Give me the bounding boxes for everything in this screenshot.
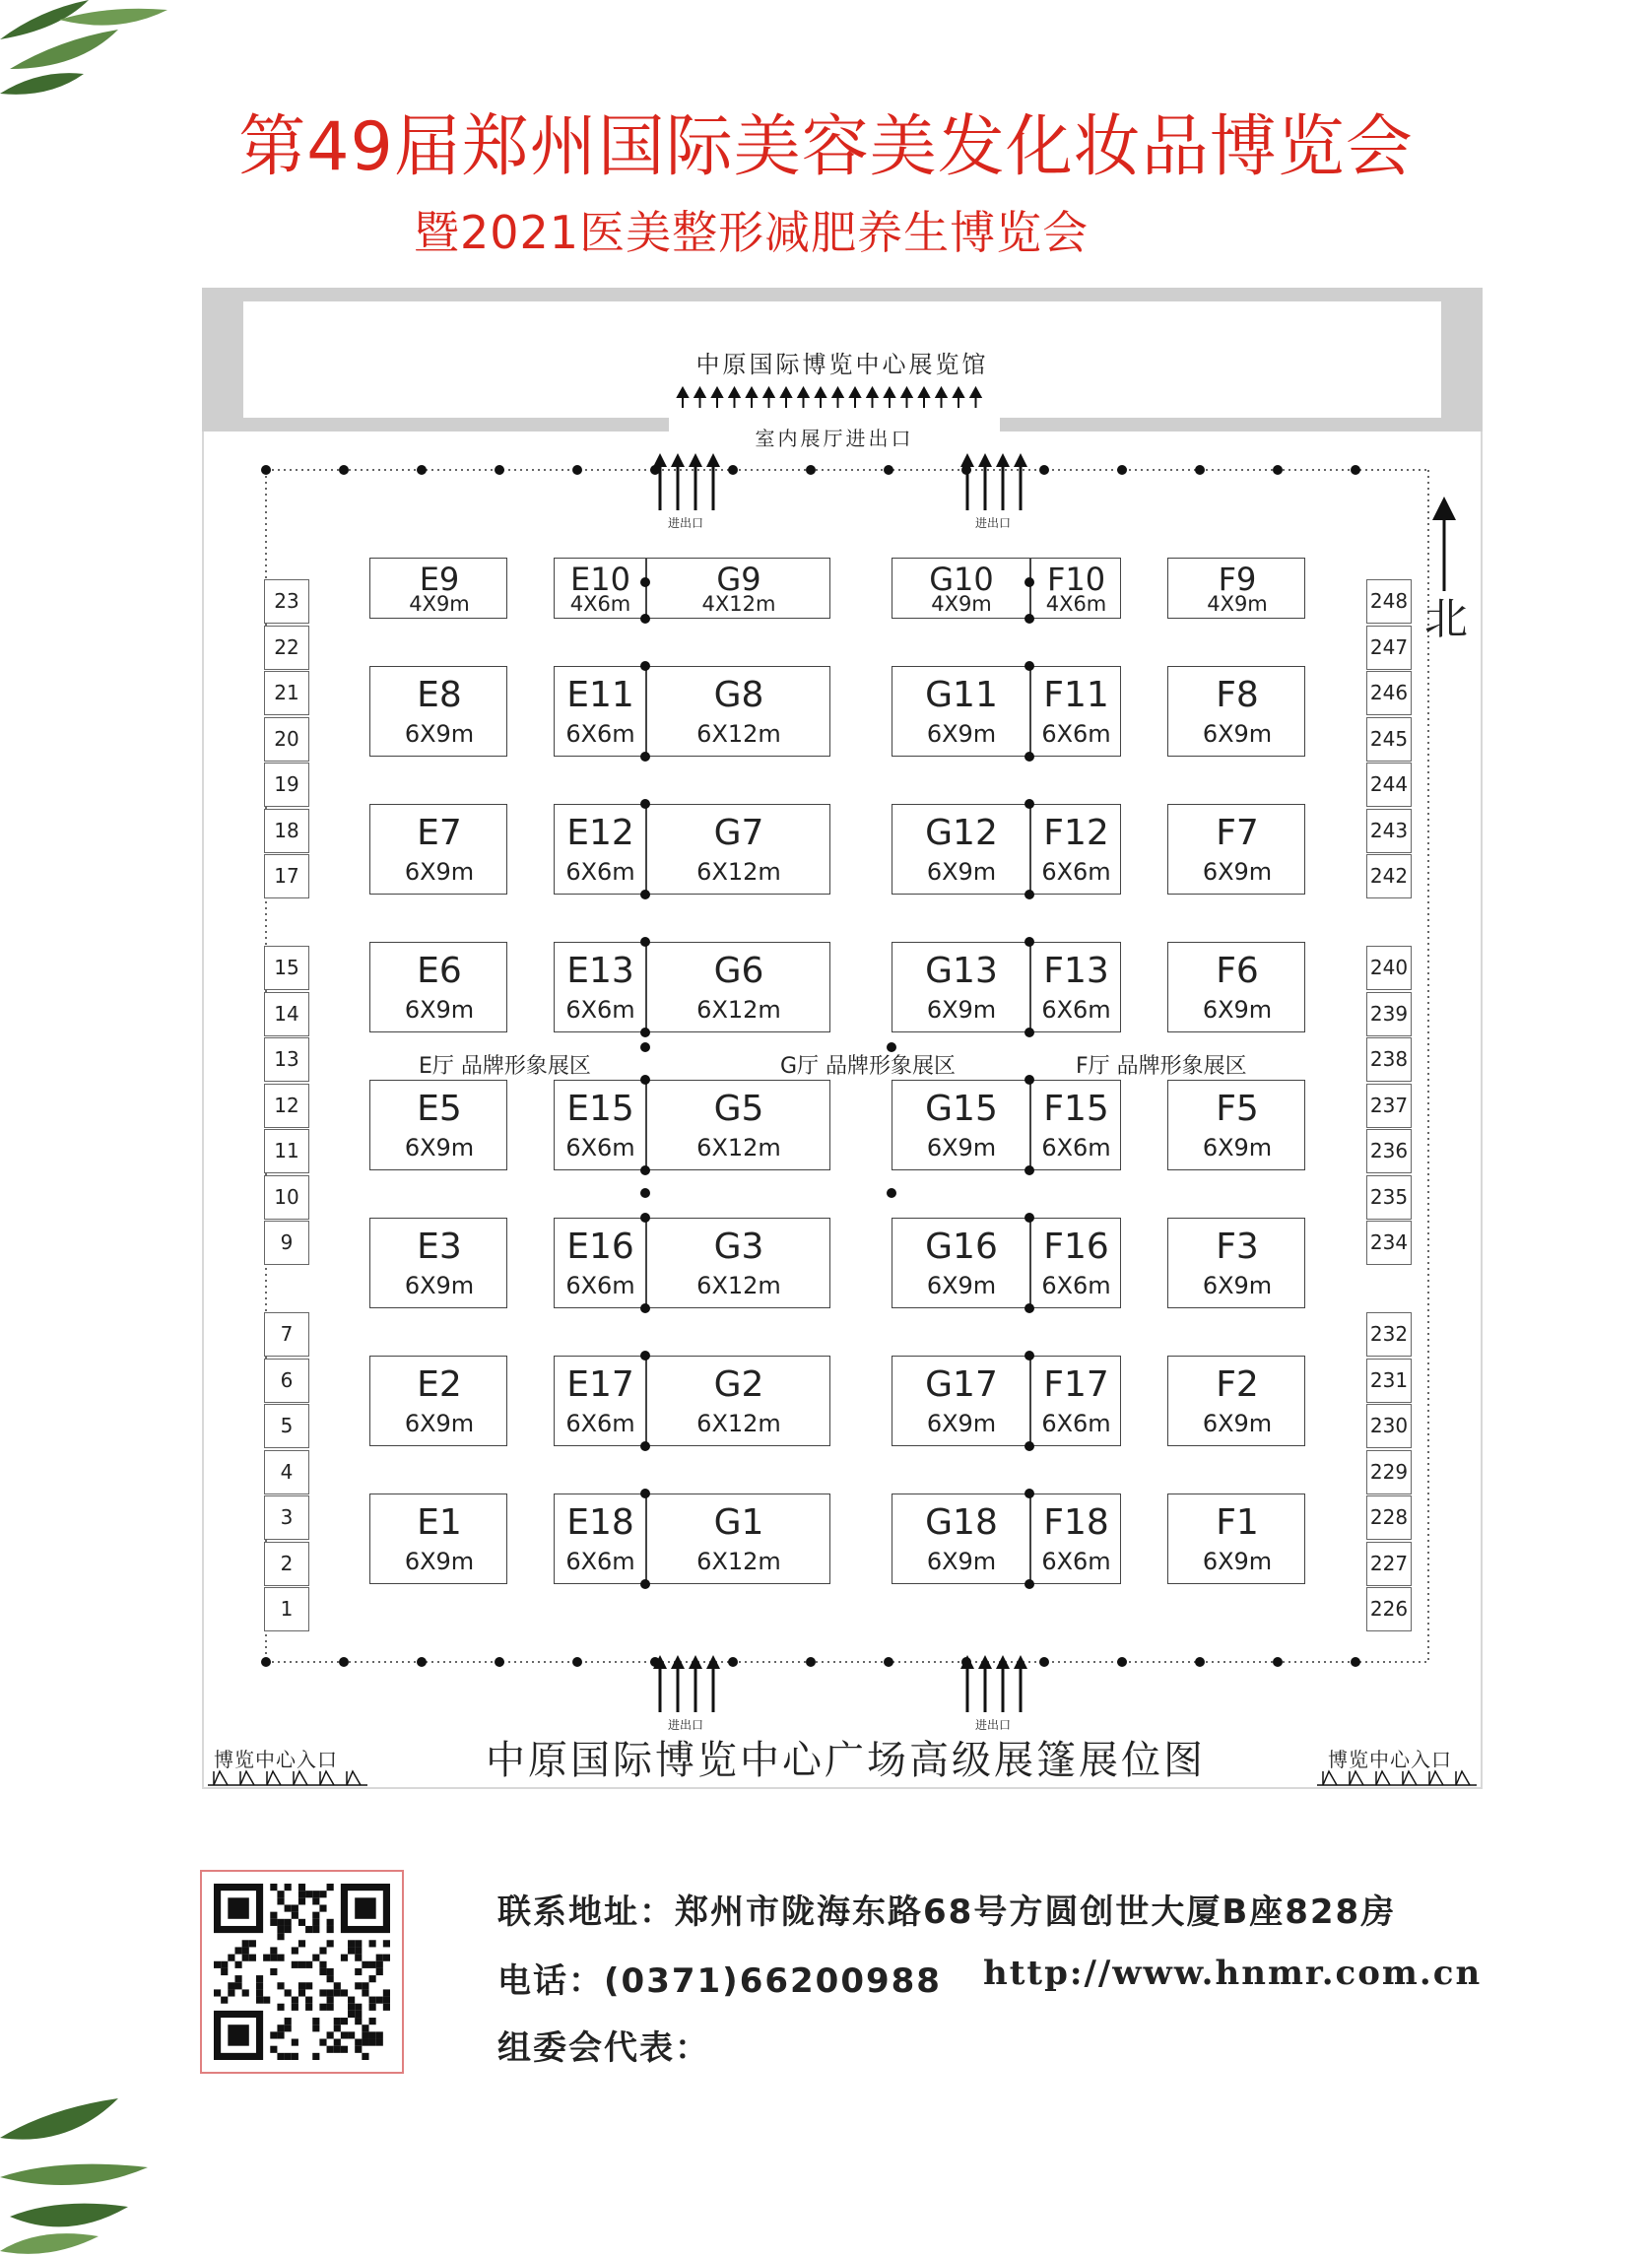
booth-code: E18 (566, 1502, 634, 1543)
booth-f5[interactable] (1168, 1081, 1306, 1169)
booth-post (640, 661, 650, 671)
booth-size: 6X9m (404, 996, 475, 1024)
gate-arrows-icon (956, 1655, 1034, 1714)
booth-f12[interactable] (1030, 805, 1122, 894)
booth-size: 6X6m (1041, 720, 1111, 748)
booth-size: 6X6m (565, 1548, 635, 1575)
booth-post (640, 799, 650, 809)
booth-e18[interactable] (555, 1494, 646, 1583)
qr-code[interactable] (200, 1870, 404, 2074)
booth-group (1167, 1218, 1305, 1308)
booth-code: F9 (1218, 561, 1257, 598)
plan-title: 中原国际博览中心广场高级展篷展位图 (486, 1738, 1206, 1783)
booth-group (892, 1494, 1121, 1584)
booth-post (1024, 1303, 1034, 1313)
stall-number[interactable]: 21 (264, 671, 309, 715)
booth-group (369, 558, 507, 619)
booth-code: G5 (713, 1089, 764, 1129)
stall-number[interactable]: 13 (264, 1037, 309, 1082)
stall-number[interactable]: 18 (264, 809, 309, 853)
booth-group (1167, 558, 1305, 619)
booth-code: G12 (925, 813, 998, 853)
booth-code: F1 (1216, 1502, 1259, 1543)
booth-group (369, 1356, 507, 1446)
booth-size: 6X12m (696, 858, 781, 886)
booth-size: 6X9m (404, 1548, 475, 1575)
booth-size: 4X6m (1045, 592, 1107, 616)
booth-post (640, 1441, 650, 1451)
booth-g8[interactable] (646, 667, 831, 756)
booth-e3[interactable] (370, 1219, 508, 1307)
stall-number[interactable]: 20 (264, 717, 309, 762)
booth-code: G15 (925, 1089, 998, 1129)
booth-code: G7 (713, 813, 764, 853)
booth-size: 4X9m (409, 592, 470, 616)
booth-post (640, 614, 650, 624)
stall-number[interactable]: 5 (264, 1404, 309, 1448)
page-subtitle: 暨2021医美整形减肥养生博览会 (414, 206, 1090, 259)
booth-code: G17 (925, 1364, 998, 1405)
booth-post (640, 1303, 650, 1313)
booth-code: F2 (1216, 1364, 1259, 1405)
stall-number[interactable]: 240 (1366, 946, 1412, 990)
booth-code: E7 (417, 813, 462, 853)
booth-code: E1 (417, 1502, 462, 1543)
stall-number[interactable]: 9 (264, 1221, 309, 1265)
booth-code: E15 (566, 1089, 634, 1129)
booth-group (369, 1494, 507, 1584)
booth-e7[interactable] (370, 805, 508, 894)
entrance-right-label: 博览中心入口 (1328, 1748, 1452, 1771)
booth-post (1024, 937, 1034, 947)
booth-code: E9 (419, 561, 460, 598)
stall-number[interactable]: 231 (1366, 1359, 1412, 1403)
booth-group (554, 666, 830, 757)
booth-e8[interactable] (370, 667, 508, 756)
booth-size: 6X6m (1041, 1548, 1111, 1575)
booth-post (640, 1042, 650, 1052)
entrance-right-gate-icon (1315, 1765, 1479, 1787)
booth-post (640, 890, 650, 899)
stall-number[interactable]: 244 (1366, 763, 1412, 807)
gate-arrows-icon (648, 1655, 727, 1714)
site-border-left (202, 431, 204, 1789)
booth-post (1024, 1075, 1034, 1085)
booth-post (1024, 1213, 1034, 1223)
booth-size: 6X9m (926, 1272, 997, 1299)
booth-code: F7 (1216, 813, 1259, 853)
booth-group (892, 804, 1121, 895)
booth-group (369, 1080, 507, 1170)
booth-code: E3 (417, 1227, 462, 1267)
stall-number[interactable]: 247 (1366, 626, 1412, 670)
booth-e5[interactable] (370, 1081, 508, 1169)
booth-code: F8 (1216, 675, 1259, 715)
booth-size: 6X9m (1202, 996, 1273, 1024)
booth-code: G2 (713, 1364, 764, 1405)
booth-g6[interactable] (646, 943, 831, 1031)
booth-f18[interactable] (1030, 1494, 1122, 1583)
stall-number[interactable]: 7 (264, 1312, 309, 1357)
booth-e2[interactable] (370, 1357, 508, 1445)
stall-number[interactable]: 6 (264, 1359, 309, 1403)
booth-post (1024, 614, 1034, 624)
booth-e11[interactable] (555, 667, 646, 756)
indoor-exit-arrows-icon (669, 386, 1000, 410)
hall-name: 中原国际博览中心展览馆 (695, 351, 989, 378)
booth-f17[interactable] (1030, 1357, 1122, 1445)
booth-post (640, 1028, 650, 1037)
stall-number[interactable]: 234 (1366, 1221, 1412, 1265)
booth-e10[interactable] (555, 559, 646, 618)
booth-code: G8 (713, 675, 764, 715)
booth-size: 6X12m (696, 1272, 781, 1299)
booth-post (1024, 1028, 1034, 1037)
booth-e15[interactable] (555, 1081, 646, 1169)
booth-group (554, 1356, 830, 1446)
stall-number[interactable]: 1 (264, 1587, 309, 1631)
site-border-bottom (202, 1787, 1483, 1789)
zone-label-e: E厅 品牌形象展区 (419, 1054, 591, 1079)
booth-f10[interactable] (1030, 559, 1122, 618)
booth-post (640, 1188, 650, 1198)
contact-address: 联系地址：郑州市陇海东路68号方圆创世大厦B座828房 (497, 1892, 1397, 1932)
stall-number[interactable]: 237 (1366, 1084, 1412, 1128)
booth-post (640, 1351, 650, 1361)
booth-f3[interactable] (1168, 1219, 1306, 1307)
booth-code: E10 (570, 561, 630, 598)
booth-group (369, 1218, 507, 1308)
stall-number[interactable]: 17 (264, 854, 309, 898)
booth-code: G11 (925, 675, 998, 715)
stall-number[interactable]: 228 (1366, 1495, 1412, 1540)
booth-post (640, 752, 650, 762)
stall-number[interactable]: 243 (1366, 809, 1412, 853)
booth-post (1024, 661, 1034, 671)
booth-group (554, 1080, 830, 1170)
stall-number[interactable]: 238 (1366, 1037, 1412, 1082)
booth-size: 6X9m (404, 720, 475, 748)
booth-g3[interactable] (646, 1219, 831, 1307)
booth-e12[interactable] (555, 805, 646, 894)
booth-size: 6X9m (404, 1272, 475, 1299)
booth-size: 6X6m (1041, 1272, 1111, 1299)
gate-label: 进出口 (975, 516, 1012, 530)
booth-post (1024, 752, 1034, 762)
booth-code: G10 (929, 561, 994, 598)
stall-number[interactable]: 227 (1366, 1542, 1412, 1586)
booth-g9[interactable] (646, 559, 831, 618)
booth-g7[interactable] (646, 805, 831, 894)
stall-number[interactable]: 23 (264, 579, 309, 624)
stall-number[interactable]: 11 (264, 1129, 309, 1173)
booth-group (369, 804, 507, 895)
booth-size: 6X6m (1041, 1134, 1111, 1162)
booth-group (554, 1218, 830, 1308)
booth-f8[interactable] (1168, 667, 1306, 756)
stall-number[interactable]: 230 (1366, 1404, 1412, 1448)
booth-g10[interactable] (892, 559, 1030, 618)
booth-group (369, 942, 507, 1032)
booth-group (554, 558, 830, 619)
stall-number[interactable]: 246 (1366, 671, 1412, 715)
booth-post (1024, 1579, 1034, 1589)
booth-g17[interactable] (892, 1357, 1030, 1445)
booth-e16[interactable] (555, 1219, 646, 1307)
booth-size: 6X6m (565, 996, 635, 1024)
stall-number[interactable]: 12 (264, 1084, 309, 1128)
booth-post (1024, 1441, 1034, 1451)
booth-e1[interactable] (370, 1494, 508, 1583)
gate-arrows-icon (956, 453, 1034, 512)
booth-size: 4X9m (1207, 592, 1268, 616)
stall-number[interactable]: 2 (264, 1542, 309, 1586)
booth-post (640, 1165, 650, 1175)
booth-post (640, 1579, 650, 1589)
booth-size: 6X9m (926, 1548, 997, 1575)
booth-g13[interactable] (892, 943, 1030, 1031)
booth-code: G16 (925, 1227, 998, 1267)
booth-size: 6X9m (926, 1134, 997, 1162)
stall-number[interactable]: 14 (264, 992, 309, 1036)
booth-e6[interactable] (370, 943, 508, 1031)
booth-size: 6X6m (565, 1272, 635, 1299)
booth-code: E12 (566, 813, 634, 853)
booth-code: F5 (1216, 1089, 1259, 1129)
gate-label: 进出口 (668, 516, 704, 530)
booth-f2[interactable] (1168, 1357, 1306, 1445)
booth-code: E8 (417, 675, 462, 715)
booth-group (1167, 666, 1305, 757)
contact-phone: 电话：(0371)66200988 (497, 1961, 942, 2001)
gate-label: 进出口 (975, 1718, 1012, 1732)
stall-number[interactable]: 22 (264, 626, 309, 670)
booth-g11[interactable] (892, 667, 1030, 756)
booth-size: 4X12m (701, 592, 776, 616)
booth-group (1167, 1356, 1305, 1446)
booth-code: G1 (713, 1502, 764, 1543)
booth-code: F12 (1043, 813, 1109, 853)
booth-f16[interactable] (1030, 1219, 1122, 1307)
booth-group (369, 666, 507, 757)
booth-code: F15 (1043, 1089, 1109, 1129)
booth-group (554, 804, 830, 895)
booth-code: F17 (1043, 1364, 1109, 1405)
booth-post (1024, 799, 1034, 809)
booth-post (1024, 890, 1034, 899)
booth-post (640, 1213, 650, 1223)
booth-post (640, 1075, 650, 1085)
site-border-right (1481, 431, 1483, 1789)
booth-code: G9 (716, 561, 761, 598)
zone-label-g: G厅 品牌形象展区 (780, 1054, 957, 1079)
booth-code: F18 (1043, 1502, 1109, 1543)
booth-size: 6X12m (696, 996, 781, 1024)
booth-size: 6X6m (565, 1134, 635, 1162)
booth-code: E17 (566, 1364, 634, 1405)
stall-number[interactable]: 15 (264, 946, 309, 990)
gate-label: 进出口 (668, 1718, 704, 1732)
booth-group (892, 942, 1121, 1032)
booth-e13[interactable] (555, 943, 646, 1031)
booth-g2[interactable] (646, 1357, 831, 1445)
stall-number[interactable]: 248 (1366, 579, 1412, 624)
booth-size: 6X6m (1041, 1410, 1111, 1437)
booth-f15[interactable] (1030, 1081, 1122, 1169)
booth-group (892, 1218, 1121, 1308)
booth-post (1024, 577, 1034, 587)
booth-size: 6X6m (565, 1410, 635, 1437)
stall-number[interactable]: 245 (1366, 717, 1412, 762)
booth-code: E5 (417, 1089, 462, 1129)
booth-f13[interactable] (1030, 943, 1122, 1031)
booth-size: 6X9m (1202, 1410, 1273, 1437)
stall-number[interactable]: 3 (264, 1495, 309, 1540)
qr-code-icon (214, 1884, 390, 2060)
booth-size: 6X6m (565, 720, 635, 748)
booth-group (892, 1356, 1121, 1446)
booth-code: G18 (925, 1502, 998, 1543)
booth-size: 6X9m (926, 858, 997, 886)
booth-post (1024, 1351, 1034, 1361)
stall-number[interactable]: 242 (1366, 854, 1412, 898)
booth-g12[interactable] (892, 805, 1030, 894)
booth-post (1024, 1165, 1034, 1175)
booth-group (1167, 1494, 1305, 1584)
booth-post (640, 577, 650, 587)
north-arrow-icon (1429, 497, 1459, 591)
booth-e17[interactable] (555, 1357, 646, 1445)
contact-representative: 组委会代表： (497, 2028, 710, 2068)
booth-code: G6 (713, 951, 764, 991)
booth-size: 6X9m (926, 996, 997, 1024)
booth-group (554, 942, 830, 1032)
booth-g5[interactable] (646, 1081, 831, 1169)
booth-code: F16 (1043, 1227, 1109, 1267)
booth-code: E16 (566, 1227, 634, 1267)
booth-code: E2 (417, 1364, 462, 1405)
booth-size: 6X9m (404, 858, 475, 886)
stall-number[interactable]: 19 (264, 763, 309, 807)
north-label: 北 (1424, 594, 1468, 644)
booth-f6[interactable] (1168, 943, 1306, 1031)
entrance-left-label: 博览中心入口 (214, 1748, 338, 1771)
booth-post (887, 1188, 896, 1198)
booth-f7[interactable] (1168, 805, 1306, 894)
booth-g18[interactable] (892, 1494, 1030, 1583)
page-title: 第49届郑州国际美容美发化妆品博览会 (238, 108, 1414, 186)
booth-group (1167, 1080, 1305, 1170)
booth-size: 6X9m (1202, 720, 1273, 748)
booth-size: 6X9m (404, 1410, 475, 1437)
stall-number[interactable]: 235 (1366, 1175, 1412, 1220)
booth-size: 6X6m (1041, 996, 1111, 1024)
booth-size: 6X12m (696, 720, 781, 748)
booth-code: E11 (566, 675, 634, 715)
leaf-decoration-bottom-left-icon (0, 2079, 167, 2257)
booth-code: F11 (1043, 675, 1109, 715)
indoor-exit-label: 室内展厅进出口 (755, 427, 914, 450)
stall-number[interactable]: 226 (1366, 1587, 1412, 1631)
zone-label-f: F厅 品牌形象展区 (1076, 1054, 1247, 1079)
booth-size: 6X9m (404, 1134, 475, 1162)
booth-size: 6X12m (696, 1548, 781, 1575)
booth-group (1167, 804, 1305, 895)
booth-code: F10 (1046, 561, 1106, 598)
booth-size: 6X9m (926, 720, 997, 748)
booth-size: 4X9m (931, 592, 992, 616)
contact-website[interactable]: http://www.hnmr.com.cn (983, 1954, 1483, 1993)
booth-code: E6 (417, 951, 462, 991)
stall-number[interactable]: 229 (1366, 1450, 1412, 1494)
booth-g1[interactable] (646, 1494, 831, 1583)
booth-code: G3 (713, 1227, 764, 1267)
booth-post (1024, 1489, 1034, 1498)
booth-size: 6X9m (1202, 1548, 1273, 1575)
booth-f1[interactable] (1168, 1494, 1306, 1583)
booth-g16[interactable] (892, 1219, 1030, 1307)
booth-group (892, 558, 1121, 619)
booth-code: F3 (1216, 1227, 1259, 1267)
booth-size: 6X12m (696, 1134, 781, 1162)
floor-plan (202, 288, 1483, 1789)
stall-number[interactable]: 4 (264, 1450, 309, 1494)
entrance-left-gate-icon (206, 1765, 369, 1787)
booth-size: 6X9m (1202, 858, 1273, 886)
booth-size: 6X12m (696, 1410, 781, 1437)
booth-group (892, 1080, 1121, 1170)
stall-number[interactable]: 10 (264, 1175, 309, 1220)
booth-group (892, 666, 1121, 757)
booth-code: F6 (1216, 951, 1259, 991)
stall-number[interactable]: 239 (1366, 992, 1412, 1036)
booth-f9[interactable] (1168, 559, 1306, 618)
gate-arrows-icon (648, 453, 727, 512)
booth-code: E13 (566, 951, 634, 991)
booth-size: 4X6m (569, 592, 631, 616)
booth-size: 6X6m (1041, 858, 1111, 886)
booth-g15[interactable] (892, 1081, 1030, 1169)
booth-f11[interactable] (1030, 667, 1122, 756)
booth-size: 6X9m (926, 1410, 997, 1437)
booth-group (554, 1494, 830, 1584)
booth-group (1167, 942, 1305, 1032)
booth-size: 6X9m (1202, 1134, 1273, 1162)
booth-size: 6X9m (1202, 1272, 1273, 1299)
booth-post (640, 1489, 650, 1498)
stall-number[interactable]: 232 (1366, 1312, 1412, 1357)
booth-size: 6X6m (565, 858, 635, 886)
stall-number[interactable]: 236 (1366, 1129, 1412, 1173)
booth-e9[interactable] (370, 559, 508, 618)
exhibition-hall-building (202, 288, 1483, 431)
booth-code: F13 (1043, 951, 1109, 991)
booth-post (640, 937, 650, 947)
booth-code: G13 (925, 951, 998, 991)
